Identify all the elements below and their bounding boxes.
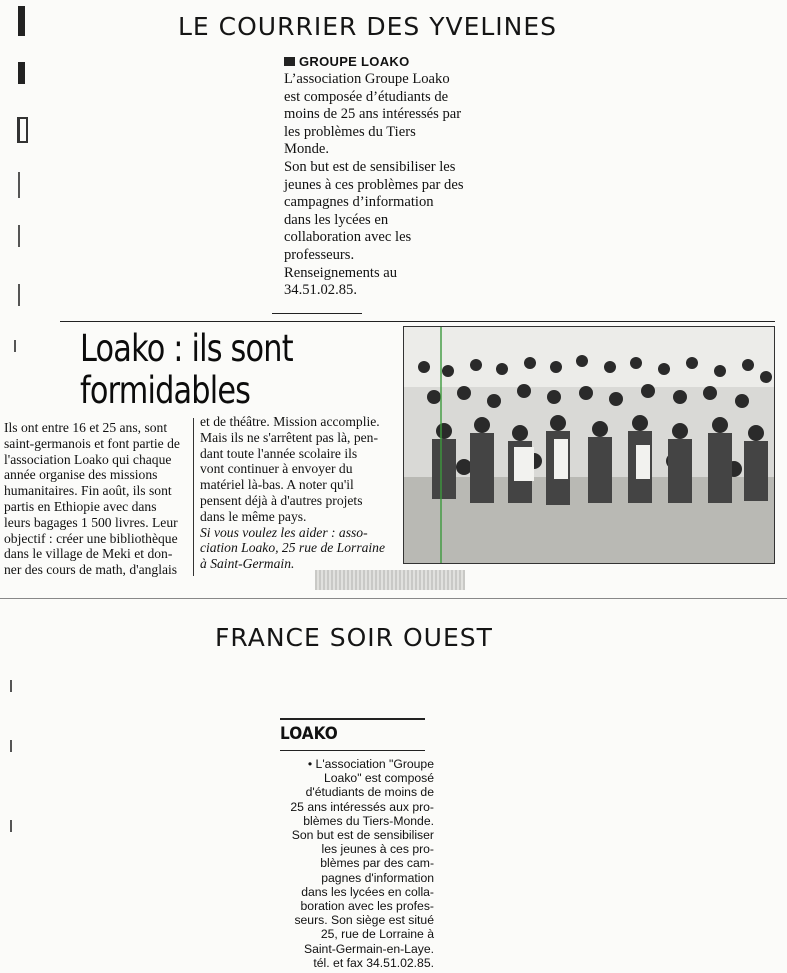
brief-top-rule [280, 718, 425, 720]
binder-mark [18, 225, 20, 247]
sidebar-kicker [284, 54, 484, 69]
brief-title: LOAKO [280, 724, 338, 744]
article-contact-italic: Si vous voulez les aider : asso- ciation Loako, 25 rue de Lorraine à Saint-Germain. [200, 524, 386, 572]
sidebar-text: L’association Groupe Loako est composée d’étudiants de moins de 25 ans intéressés par les problèmes du Tiers Monde. Son but est de sensibiliser les jeunes à ces problèmes par des campagnes d’information dans les lycées en collaboration avec les professeurs. Renseignements au 34.51.02.85. [284, 71, 464, 299]
group-photo [403, 326, 775, 564]
sidebar-groupe-loako [284, 54, 484, 300]
binder-mark [18, 6, 25, 36]
binder-mark [10, 740, 12, 752]
article-column-2 [200, 414, 395, 572]
article-headline: Loako : ils sont formidables [80, 327, 293, 412]
square-bullet-icon [284, 57, 295, 66]
masthead-courrier: LE COURRIER DES YVELINES [178, 12, 558, 41]
masthead-france-soir: FRANCE SOIR OUEST [215, 623, 493, 652]
article-top-rule [60, 321, 775, 322]
sidebar-underline [272, 313, 362, 314]
binder-mark [14, 340, 16, 352]
article-column-2-text: et de théâtre. Mission accomplie. Mais ils ne s'arrêtent pas là, pen- dant toute l'année scolaire ils vont continuer à envoyer du matériel là-bas. A noter qu'il pensent déjà à d'autres projets dans le même pays. [200, 414, 380, 524]
brief-text: • L'association "Groupe Loako" est composé d'étudiants de moins de 25 ans intéressés aux pro- blèmes du Tiers-Monde. Son but est de sensibiliser les jeunes à ces pro- blèmes par des cam- pagnes d'information dans les lycées en colla- boration avec les profes- seurs. Son siège est situé 25, rue de Lorraine à Saint-Germain-en-Laye. tél. et fax 34.51.02.85. [290, 757, 434, 970]
binder-mark [18, 62, 25, 84]
binder-mark [18, 284, 20, 306]
binder-mark [10, 820, 12, 832]
article-column-1: Ils ont entre 16 et 25 ans, sont saint-germanois et font partie de l'association Loako qui chaque année organise des missions humanitaires. Fin août, ils sont partis en Ethiopie avec dans leurs bagages 1 500 livres. Leur objectif : créer une bibliothèque dans le village de Meki et don- ner des cours de math, d'anglais [4, 420, 180, 578]
binder-mark [17, 117, 28, 143]
scan-grey-band [315, 570, 465, 590]
group-photo-image [404, 327, 774, 563]
brief-title-underline [280, 750, 425, 751]
sidebar-kicker-label: GROUPE LOAKO [299, 54, 410, 69]
article-column-rule [193, 418, 194, 576]
page-separator [0, 598, 787, 599]
binder-mark [10, 680, 12, 692]
binder-mark [18, 172, 20, 198]
